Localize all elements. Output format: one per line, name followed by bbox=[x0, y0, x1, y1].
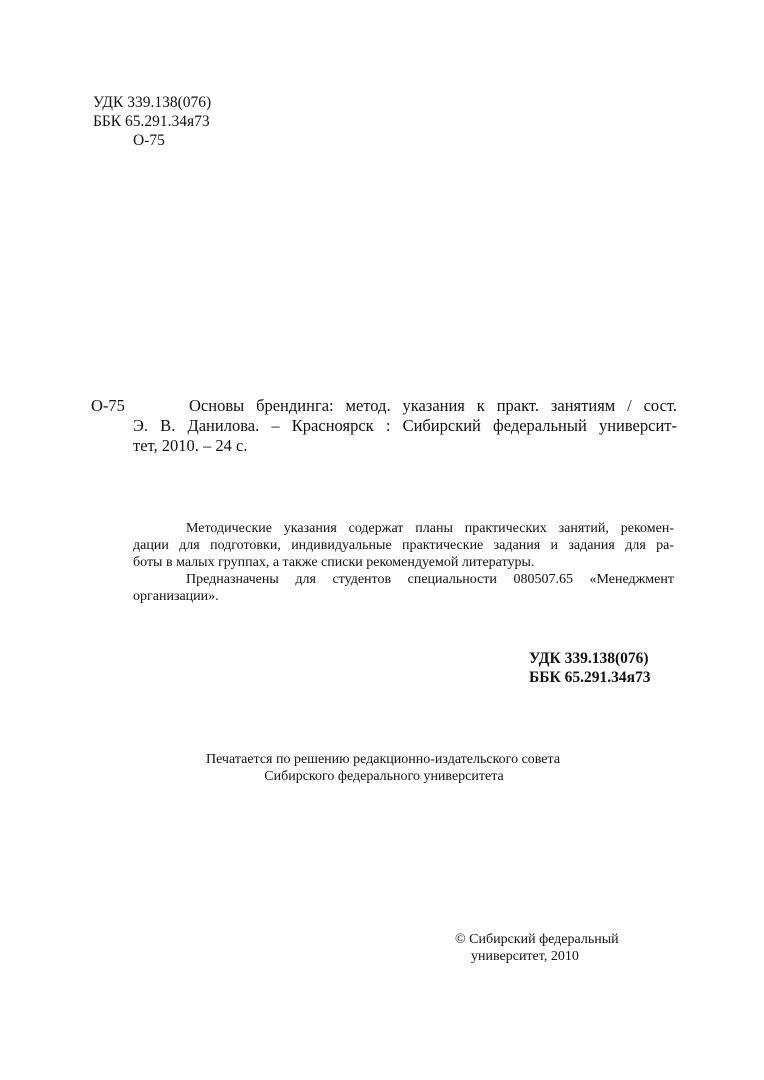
entry-author-mark: О-75 bbox=[91, 396, 125, 415]
entry-line-3: тет, 2010. – 24 с. bbox=[133, 436, 248, 455]
footer-udk-code: УДК 339.138(076) bbox=[529, 650, 649, 667]
publication-note-line-2: Сибирского федерального университета bbox=[264, 769, 504, 784]
annotation-line-2: дации для подготовки, индивидуальные практические задания и задания для ра- bbox=[133, 538, 674, 553]
bibliographic-entry bbox=[133, 396, 677, 456]
annotation-line-1: Методические указания содержат планы практических занятий, рекомен- bbox=[186, 521, 674, 536]
annotation-paragraph bbox=[133, 520, 674, 605]
annotation-line-4: Предназначены для студентов специальности 080507.65 «Менеджмент bbox=[186, 572, 674, 587]
publication-note bbox=[0, 751, 764, 785]
entry-line-2: Э. В. Данилова. – Красноярск : Сибирский федеральный университ- bbox=[133, 416, 677, 435]
copyright-notice bbox=[455, 931, 619, 965]
annotation-line-5: организации». bbox=[133, 589, 219, 604]
footer-classification-codes bbox=[529, 649, 651, 687]
copyright-line-2: университет, 2010 bbox=[471, 949, 579, 964]
copyright-line-1: © Сибирский федеральный bbox=[455, 932, 619, 947]
footer-bbk-code: ББК 65.291.34я73 bbox=[529, 669, 651, 686]
udk-code: УДК 339.138(076) bbox=[93, 94, 212, 111]
annotation-line-3: боты в малых группах, а также списки рекомендуемой литературы. bbox=[133, 555, 535, 570]
bbk-code: ББК 65.291.34я73 bbox=[93, 113, 210, 130]
publication-note-line-1: Печатается по решению редакционно-издательского совета bbox=[205, 752, 561, 767]
header-classification-codes bbox=[93, 93, 211, 150]
author-mark: О-75 bbox=[133, 132, 165, 149]
entry-line-1: Основы брендинга: метод. указания к практ. занятиям / сост. bbox=[189, 396, 677, 415]
